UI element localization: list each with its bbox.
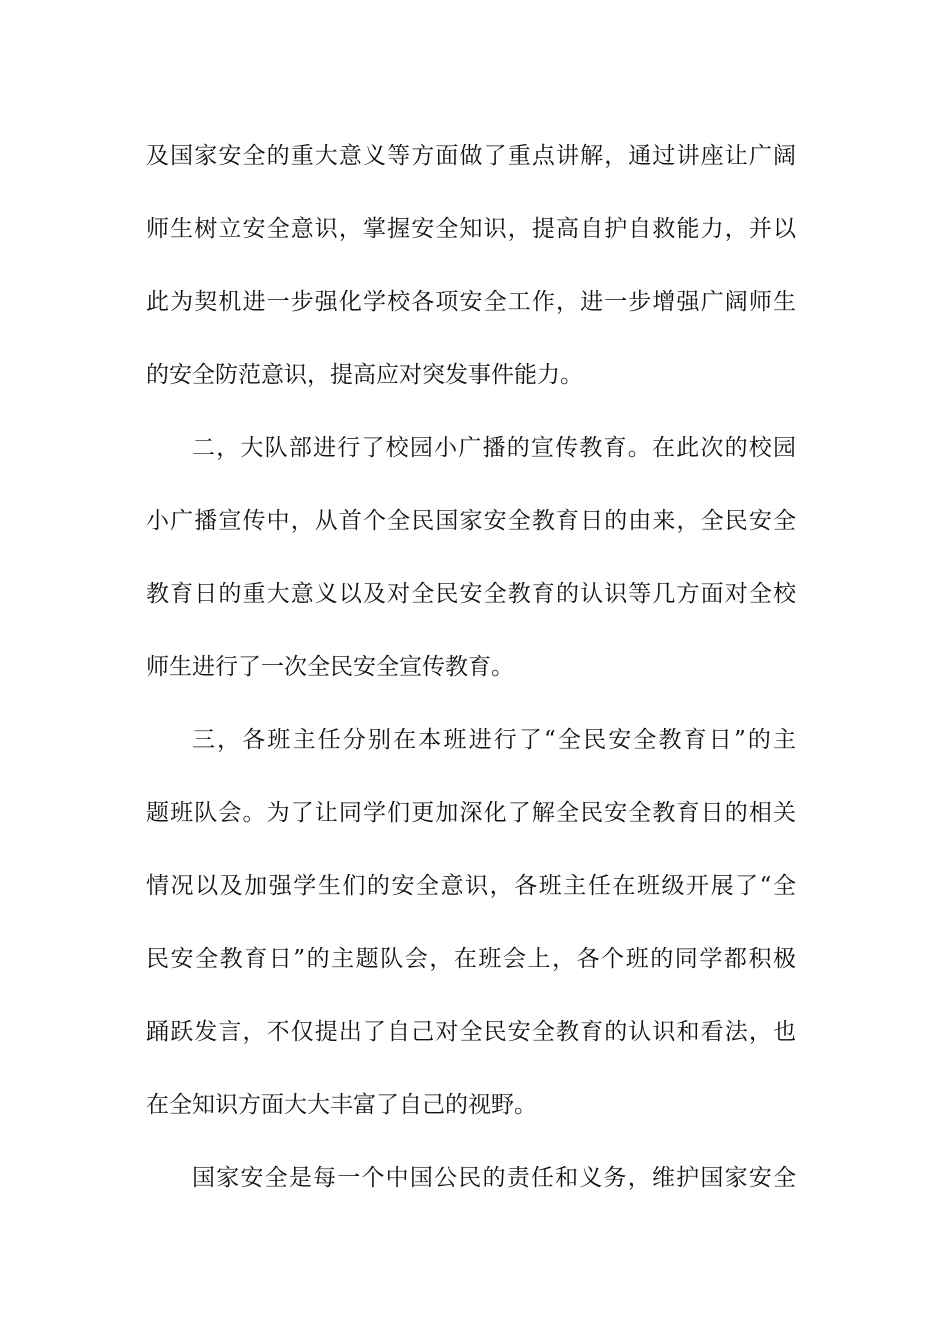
text-line-11: 情况以及加强学生们的安全意识，各班主任在班级开展了“全 — [146, 873, 796, 899]
text-line-2: 师生树立安全意识，掌握安全知识，提高自护自救能力，并以 — [146, 216, 796, 242]
text-line-7: 教育日的重大意义以及对全民安全教育的认识等几方面对全校 — [146, 581, 796, 607]
text-line-10: 题班队会。为了让同学们更加深化了解全民安全教育日的相关 — [146, 800, 796, 826]
text-line-9: 三，各班主任分别在本班进行了“全民安全教育日”的主 — [192, 727, 796, 753]
text-line-5: 二，大队部进行了校园小广播的宣传教育。在此次的校园 — [192, 435, 796, 461]
text-line-4: 的安全防范意识，提高应对突发事件能力。 — [146, 362, 583, 388]
text-line-12: 民安全教育日”的主题队会，在班会上，各个班的同学都积极 — [146, 946, 796, 972]
text-line-13: 踊跃发言，不仅提出了自己对全民安全教育的认识和看法，也 — [146, 1019, 796, 1045]
document-body — [146, 132, 796, 1227]
text-line-15: 国家安全是每一个中国公民的责任和义务，维护国家安全 — [192, 1165, 796, 1191]
text-line-14: 在全知识方面大大丰富了自己的视野。 — [146, 1092, 537, 1118]
text-line-3: 此为契机进一步强化学校各项安全工作，进一步增强广阔师生 — [146, 289, 796, 315]
text-line-1: 及国家安全的重大意义等方面做了重点讲解，通过讲座让广阔 — [146, 143, 796, 169]
text-line-6: 小广播宣传中，从首个全民国家安全教育日的由来，全民安全 — [146, 508, 796, 534]
text-line-8: 师生进行了一次全民安全宣传教育。 — [146, 654, 514, 680]
